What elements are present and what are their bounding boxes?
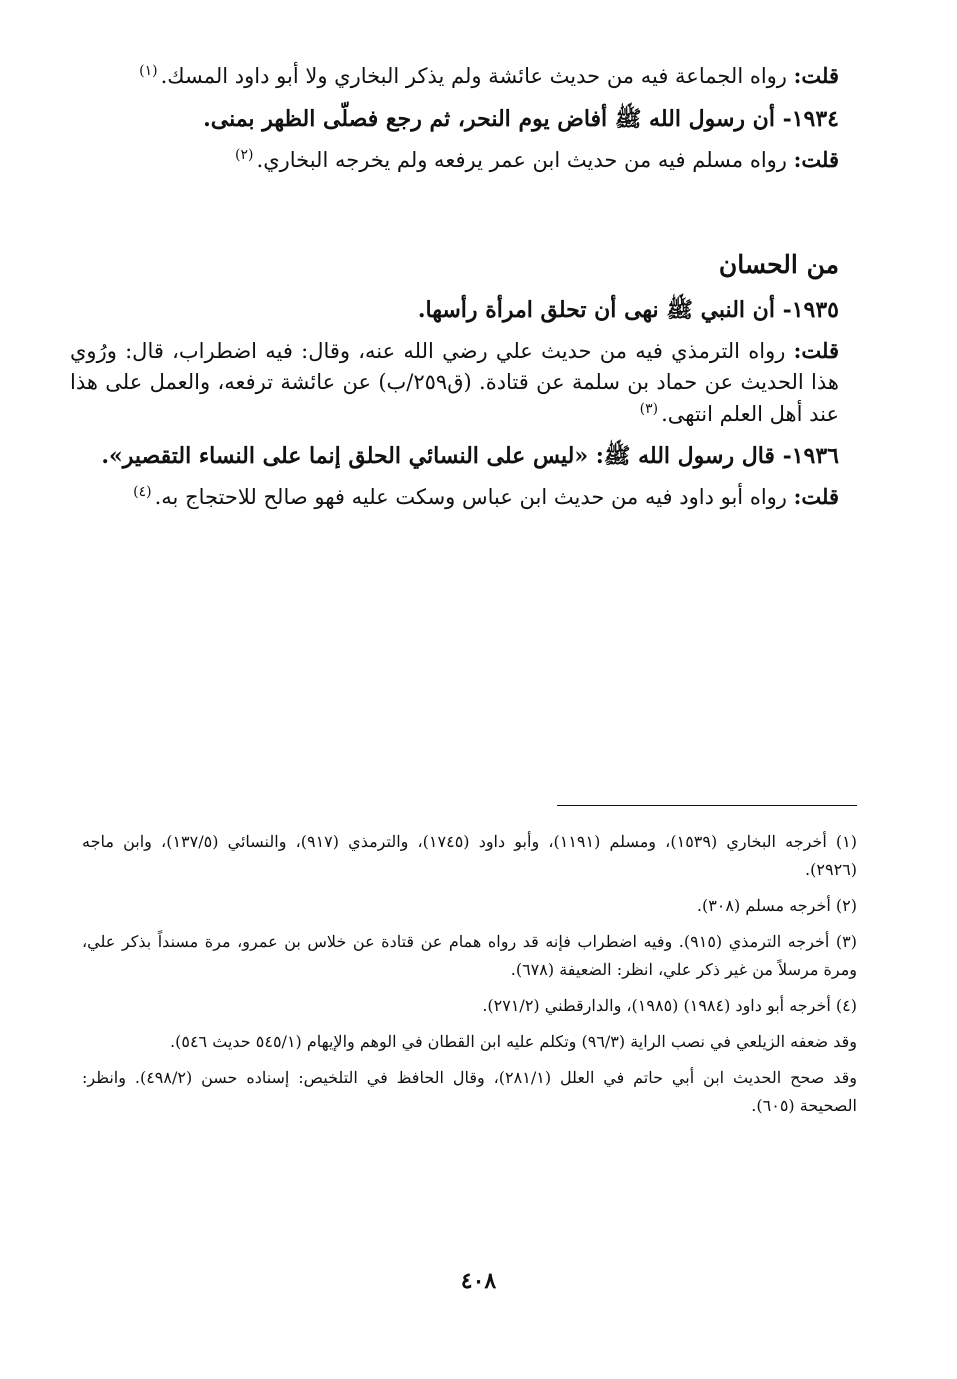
hadith-1934: ١٩٣٤- أن رسول الله ﷺ أفاض يوم النحر، ثم رجع فصلّى الظهر بمنى. — [203, 105, 839, 132]
paragraph-4 — [70, 481, 839, 514]
footnote-divider — [557, 805, 857, 806]
footnote-ref-3[interactable]: (٣) — [639, 400, 659, 417]
page-number: ٤٠٨ — [460, 1268, 497, 1294]
hadith-1936: ١٩٣٦- قال رسول الله ﷺ: «ليس على النسائي الحلق إنما على النساء التقصير». — [101, 443, 839, 469]
hadith-1935: ١٩٣٥- أن النبي ﷺ نهى أن تحلق امرأة رأسها. — [417, 296, 839, 323]
footnote-2: (٢) أخرجه مسلم (٣٠٨). — [696, 896, 857, 915]
paragraph-text: رواه أبو داود فيه من حديث ابن عباس وسكت عليه فهو صالح للاحتجاج به. — [154, 485, 794, 509]
footnote-4-continued: وقد ضعفه الزيلعي في نصب الراية (٩٦/٣) وتكلم عليه ابن القطان في الوهم والإيهام (٥٤٥/١ حديث ٥٤٦). — [170, 1032, 857, 1051]
qult-label: قلت: — [793, 337, 839, 363]
footnote-ref-2[interactable]: (٢) — [235, 146, 254, 163]
footnote-1: (١) أخرجه البخاري (١٥٣٩)، ومسلم (١١٩١)، وأبو داود (١٧٤٥)، والترمذي (٩١٧)، والنسائي (١٣٧/٥)، وابن ماجه (٢٩٢٦). — [82, 832, 857, 879]
footnotes — [82, 828, 857, 1128]
paragraph-text: رواه الترمذي فيه من حديث علي رضي الله عنه، وقال: فيه اضطراب، قال: ورُوي هذا الحديث عن حماد بن سلمة عن قتادة. (ق٢٥٩/ب) عن عائشة ترفعه، والعمل على هذا عند أهل العلم انتهى. — [70, 338, 839, 426]
footnote-ref-1[interactable]: (١) — [139, 63, 158, 79]
qult-label: قلت: — [793, 484, 839, 509]
paragraph-3 — [70, 335, 839, 431]
qult-label: قلت: — [793, 146, 839, 172]
paragraph-2 — [70, 144, 839, 177]
paragraph-1 — [70, 60, 839, 93]
footnote-4: (٤) أخرجه أبو داود (١٩٨٤) (١٩٨٥)، والدارقطني (٢٧١/٢). — [482, 996, 857, 1015]
footnote-3: (٣) أخرجه الترمذي (٩١٥). وفيه اضطراب فإنه قد رواه همام عن قتادة عن خلاس بن عمرو، مرة مسنداً بذكر علي، ومرة مرسلاً من غير ذكر علي، انظر: الضعيفة (٦٧٨). — [82, 932, 858, 979]
footnote-4-continued-2: وقد صحح الحديث ابن أبي حاتم في العلل (٢٨١/١)، وقال الحافظ في التلخيص: إسناده حسن (٤٩٨/٢). وانظر: الصحيحة (٦٠٥). — [82, 1068, 857, 1115]
paragraph-text: رواه الجماعة فيه من حديث عائشة ولم يذكر البخاري ولا أبو داود المسك. — [160, 64, 794, 88]
section-title: من الحسان — [718, 250, 839, 279]
paragraph-text: رواه مسلم فيه من حديث ابن عمر يرفعه ولم يخرجه البخاري. — [256, 147, 794, 172]
main-text — [70, 60, 839, 524]
footnote-ref-4[interactable]: (٤) — [133, 484, 152, 500]
qult-label: قلت: — [793, 63, 839, 88]
